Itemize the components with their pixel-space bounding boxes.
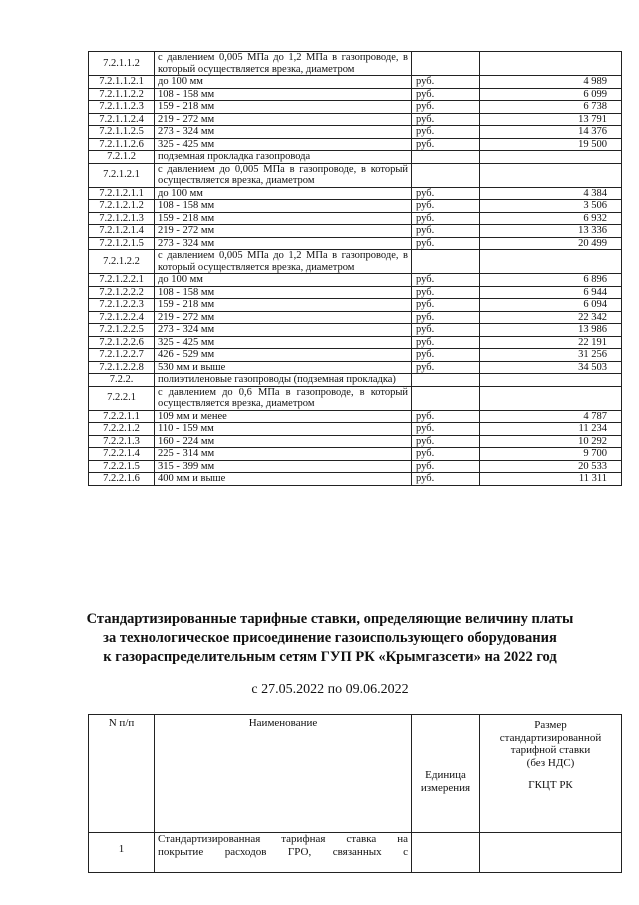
row-value: 4 989 xyxy=(480,76,622,89)
row-code: 7.2.2.1.5 xyxy=(89,460,155,473)
row-unit xyxy=(412,151,480,164)
row-desc-line-2: покрытие расходов ГРО, связанных с xyxy=(158,845,408,858)
table-row xyxy=(89,187,622,200)
table-row xyxy=(89,151,622,164)
row-unit: руб. xyxy=(412,274,480,287)
tariff-table xyxy=(88,51,622,486)
table-row xyxy=(89,336,622,349)
row-value: 4 384 xyxy=(480,187,622,200)
row-code: 7.2.1.1.2.5 xyxy=(89,126,155,139)
row-unit: руб. xyxy=(412,349,480,362)
row-value: 31 256 xyxy=(480,349,622,362)
row-description: 160 - 224 мм xyxy=(155,435,412,448)
row-unit: руб. xyxy=(412,336,480,349)
row-unit xyxy=(412,386,480,410)
row-unit: руб. xyxy=(412,286,480,299)
header-size-line-4: (без НДС) xyxy=(526,756,575,769)
row-unit: руб. xyxy=(412,76,480,89)
table-row xyxy=(89,386,622,410)
row-code: 7.2.1.2.2.6 xyxy=(89,336,155,349)
table-row xyxy=(89,299,622,312)
row-code: 7.2.1.2.2.4 xyxy=(89,311,155,324)
row-unit: руб. xyxy=(412,138,480,151)
row-description: 315 - 399 мм xyxy=(155,460,412,473)
row-code: 7.2.2.1.4 xyxy=(89,448,155,461)
header-unit-line-1: Единица xyxy=(425,769,466,781)
row-value: 14 376 xyxy=(480,126,622,139)
row-unit xyxy=(412,163,480,187)
heading-line-1: Стандартизированные тарифные ставки, определяющие величину платы xyxy=(86,611,574,627)
row-unit: руб. xyxy=(412,460,480,473)
table-row xyxy=(89,200,622,213)
row-value: 6 944 xyxy=(480,286,622,299)
row-description: с давлением 0,005 МПа до 1,2 МПа в газопроводе, в который осуществляется врезка, диаметром xyxy=(155,52,412,76)
row-description: 219 - 272 мм xyxy=(155,113,412,126)
table-row xyxy=(89,126,622,139)
table-row xyxy=(89,113,622,126)
table-row xyxy=(89,833,622,873)
row-description: 219 - 272 мм xyxy=(155,225,412,238)
row-value: 9 700 xyxy=(480,448,622,461)
row-description: 108 - 158 мм xyxy=(155,286,412,299)
row-description: 159 - 218 мм xyxy=(155,101,412,114)
row-unit xyxy=(412,374,480,387)
row-code: 7.2.1.1.2.2 xyxy=(89,88,155,101)
period-text: с 27.05.2022 по 09.06.2022 xyxy=(251,682,409,697)
row-value: 4 787 xyxy=(480,410,622,423)
row-value: 6 896 xyxy=(480,274,622,287)
row-description: 273 - 324 мм xyxy=(155,324,412,337)
row-code: 7.2.1.2.2.1 xyxy=(89,274,155,287)
table-row xyxy=(89,349,622,362)
row-code: 7.2.2.1.2 xyxy=(89,423,155,436)
row-description: 110 - 159 мм xyxy=(155,423,412,436)
table-row xyxy=(89,286,622,299)
row-description: с давлением 0,005 МПа до 1,2 МПа в газопроводе, в который осуществляется врезка, диаметром xyxy=(155,250,412,274)
row-value xyxy=(480,386,622,410)
row-code: 7.2.1.2.2.5 xyxy=(89,324,155,337)
row-unit: руб. xyxy=(412,113,480,126)
row-code: 7.2.1.1.2.3 xyxy=(89,101,155,114)
row-value: 3 506 xyxy=(480,200,622,213)
row-value: 22 342 xyxy=(480,311,622,324)
row-value: 22 191 xyxy=(480,336,622,349)
table-row xyxy=(89,101,622,114)
row-description: 400 мм и выше xyxy=(155,473,412,486)
table-row xyxy=(89,374,622,387)
row-description xyxy=(155,833,412,873)
table-header-row xyxy=(89,715,622,833)
row-value: 13 336 xyxy=(480,225,622,238)
row-code: 7.2.1.2.2 xyxy=(89,250,155,274)
header-name: Наименование xyxy=(155,715,412,833)
row-description: 109 мм и менее xyxy=(155,410,412,423)
row-code: 7.2.1.1.2 xyxy=(89,52,155,76)
row-description: 108 - 158 мм xyxy=(155,200,412,213)
row-description: до 100 мм xyxy=(155,274,412,287)
heading-line-3: к газораспределительным сетям ГУП РК «Крымгазсети» на 2022 год xyxy=(103,649,557,665)
row-unit: руб. xyxy=(412,126,480,139)
table-row xyxy=(89,138,622,151)
row-value xyxy=(480,374,622,387)
standard-rates-table xyxy=(88,714,622,873)
row-value: 6 099 xyxy=(480,88,622,101)
row-unit: руб. xyxy=(412,237,480,250)
row-description: 159 - 218 мм xyxy=(155,299,412,312)
table-row xyxy=(89,212,622,225)
row-unit: руб. xyxy=(412,299,480,312)
table-row xyxy=(89,448,622,461)
row-value: 6 932 xyxy=(480,212,622,225)
header-unit xyxy=(412,715,480,833)
heading-line-2: за технологическое присоединение газоиспользующего оборудования xyxy=(103,630,557,646)
row-value xyxy=(480,833,622,873)
row-code: 7.2.2.1.6 xyxy=(89,473,155,486)
row-unit: руб. xyxy=(412,101,480,114)
table-row xyxy=(89,76,622,89)
row-description: до 100 мм xyxy=(155,187,412,200)
row-unit: руб. xyxy=(412,448,480,461)
section-heading xyxy=(60,610,600,667)
row-code: 7.2.1.2.2.3 xyxy=(89,299,155,312)
header-size-line-3: тарифной ставки xyxy=(510,744,591,756)
row-value: 11 234 xyxy=(480,423,622,436)
row-value: 20 499 xyxy=(480,237,622,250)
table-row xyxy=(89,225,622,238)
row-description: 108 - 158 мм xyxy=(155,88,412,101)
row-description: 530 мм и выше xyxy=(155,361,412,374)
row-unit: руб. xyxy=(412,187,480,200)
row-value: 11 311 xyxy=(480,473,622,486)
row-code: 7.2.1.2.2.8 xyxy=(89,361,155,374)
row-unit: руб. xyxy=(412,324,480,337)
row-description: 426 - 529 мм xyxy=(155,349,412,362)
table-row xyxy=(89,163,622,187)
row-description: 273 - 324 мм xyxy=(155,237,412,250)
row-description: подземная прокладка газопровода xyxy=(155,151,412,164)
row-description: с давлением до 0,005 МПа в газопроводе, в который осуществляется врезка, диаметром xyxy=(155,163,412,187)
row-description: 325 - 425 мм xyxy=(155,138,412,151)
row-unit: руб. xyxy=(412,212,480,225)
row-code: 7.2.1.2.2.7 xyxy=(89,349,155,362)
row-code: 7.2.1.1.2.6 xyxy=(89,138,155,151)
table-row xyxy=(89,460,622,473)
row-value xyxy=(480,163,622,187)
row-code: 7.2.1.2.1.2 xyxy=(89,200,155,213)
row-unit: руб. xyxy=(412,410,480,423)
table-row xyxy=(89,250,622,274)
row-unit: руб. xyxy=(412,200,480,213)
row-unit: руб. xyxy=(412,423,480,436)
table-row xyxy=(89,361,622,374)
header-size-line-5: ГКЦТ РК xyxy=(528,779,573,791)
row-code: 7.2.1.2.2.2 xyxy=(89,286,155,299)
row-value: 6 094 xyxy=(480,299,622,312)
table-row xyxy=(89,237,622,250)
row-desc-line-1: Стандартизированная тарифная ставка на xyxy=(158,833,408,845)
row-code: 7.2.2.1.3 xyxy=(89,435,155,448)
table-row xyxy=(89,435,622,448)
table-row xyxy=(89,88,622,101)
row-description: 325 - 425 мм xyxy=(155,336,412,349)
row-code: 7.2.2. xyxy=(89,374,155,387)
row-unit xyxy=(412,833,480,873)
row-description: 159 - 218 мм xyxy=(155,212,412,225)
row-unit: руб. xyxy=(412,311,480,324)
row-code: 7.2.1.2.1.3 xyxy=(89,212,155,225)
row-value: 20 533 xyxy=(480,460,622,473)
row-value: 34 503 xyxy=(480,361,622,374)
row-description: с давлением до 0,6 МПа в газопроводе, в который осуществляется врезка, диаметром xyxy=(155,386,412,410)
row-code: 7.2.1.2.1 xyxy=(89,163,155,187)
row-unit: руб. xyxy=(412,435,480,448)
header-size-line-2: стандартизированной xyxy=(499,731,602,744)
header-unit-line-2: измерения xyxy=(420,781,471,794)
table-row xyxy=(89,52,622,76)
row-num: 1 xyxy=(89,833,155,873)
table-row xyxy=(89,311,622,324)
header-rate-size xyxy=(480,715,622,833)
row-description: 225 - 314 мм xyxy=(155,448,412,461)
row-code: 7.2.2.1.1 xyxy=(89,410,155,423)
row-description: 273 - 324 мм xyxy=(155,126,412,139)
row-unit xyxy=(412,52,480,76)
row-code: 7.2.1.1.2.4 xyxy=(89,113,155,126)
row-description: до 100 мм xyxy=(155,76,412,89)
row-value xyxy=(480,151,622,164)
row-code: 7.2.1.2.1.5 xyxy=(89,237,155,250)
row-value: 6 738 xyxy=(480,101,622,114)
row-value: 19 500 xyxy=(480,138,622,151)
row-unit: руб. xyxy=(412,473,480,486)
table-row xyxy=(89,274,622,287)
row-value: 13 986 xyxy=(480,324,622,337)
row-code: 7.2.1.2.1.4 xyxy=(89,225,155,238)
row-description: полиэтиленовые газопроводы (подземная прокладка) xyxy=(155,374,412,387)
row-description: 219 - 272 мм xyxy=(155,311,412,324)
row-unit: руб. xyxy=(412,225,480,238)
row-code: 7.2.1.2.1.1 xyxy=(89,187,155,200)
table-row xyxy=(89,423,622,436)
table-row xyxy=(89,473,622,486)
row-value xyxy=(480,250,622,274)
row-unit xyxy=(412,250,480,274)
row-value: 10 292 xyxy=(480,435,622,448)
header-size-line-1: Размер xyxy=(534,719,567,731)
row-value: 13 791 xyxy=(480,113,622,126)
row-code: 7.2.2.1 xyxy=(89,386,155,410)
table-row xyxy=(89,324,622,337)
row-value xyxy=(480,52,622,76)
header-num: N п/п xyxy=(89,715,155,833)
row-code: 7.2.1.2 xyxy=(89,151,155,164)
row-unit: руб. xyxy=(412,88,480,101)
row-unit: руб. xyxy=(412,361,480,374)
table-row xyxy=(89,410,622,423)
row-code: 7.2.1.1.2.1 xyxy=(89,76,155,89)
